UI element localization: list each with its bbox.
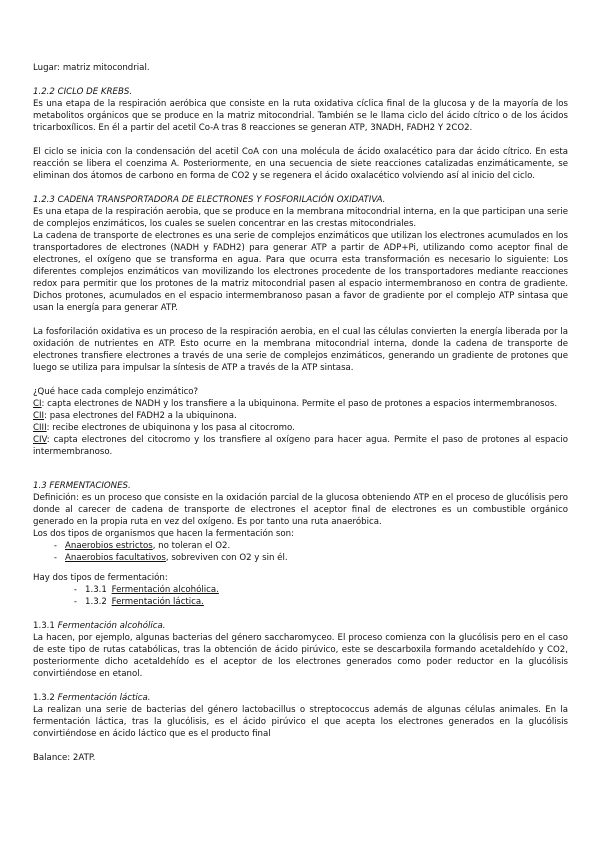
complejo-civ xyxy=(33,434,568,458)
list-item: - 1.3.2 Fermentación láctica. xyxy=(73,597,204,607)
list-item: - 1.3.1 Fermentación alcohólica. xyxy=(73,585,219,595)
type-link-alcoholica[interactable]: Fermentación alcohólica. xyxy=(111,585,219,595)
section-number: 1.3.2 xyxy=(33,693,55,703)
types-list xyxy=(33,584,568,608)
complejo-code: CIV xyxy=(33,435,47,445)
krebs-paragraph-1: Es una etapa de la respiración aeróbica que consiste en la ruta oxidativa cíclica final de la glucosa y de la mayoría de los metabolitos orgánicos que se produce en la matriz mitocondrial. También se le llama ciclo del ácido cítrico o de los ácidos tricarboxílicos. En él a partir del acetil Co-A tras 8 reacciones se generan ATP, 3NADH, FADH2 Y 2CO2. xyxy=(33,99,568,133)
organism-desc: , sobreviven con O2 y sin él. xyxy=(165,553,288,563)
types-intro: Hay dos tipos de fermentación: xyxy=(33,573,168,583)
cadena-paragraph-2: La cadena de transporte de electrones es una serie de complejos enzimáticos que utilizan los electrones acumulados en los transportadores de electrones (NADH y FADH2) para generar ATP a partir de ADP+Pi, utilizando como aceptor final de electrones, el oxígeno que se transforma en agua. Para que ocurra esta transformación es necesario lo siguiente: Los diferentes complejos enzimáticos van movilizando los electrones procedente de los transportadores mediante reacciones redox para permitir que los protones de la matriz mitocondrial pasen al espacio intermembranoso en contra de gradiente. Dichos protones, acumulados en el espacio intermembranoso pasan a favor de gradiente por el complejo ATP sintasa que usan la energía para generar ATP. xyxy=(33,231,568,313)
section-title: Fermentación láctica. xyxy=(57,693,151,703)
lactica-heading xyxy=(33,692,568,704)
complejo-text: : capta electrones del citocromo y los transfiere al oxígeno para hacer agua. Permite el paso de protones al espacio intermembranoso. xyxy=(33,435,568,457)
alcoholica-text: La hacen, por ejemplo, algunas bacterias del género saccharomyceo. El proceso comienza con la glucólisis pero en el caso de este tipo de rutas catabólicas, tras la obtención de ácido pirúvico, este se descarboxila formando acetaldehído y CO2, posteriormente dicho acetaldehído es el aceptor de los electrones generados como poder reductor en la glucólisis convirtiéndose en etanol. xyxy=(33,633,568,679)
section-number: 1.3.1 xyxy=(33,621,55,631)
complejo-code: CIII xyxy=(33,423,47,433)
organisms-list xyxy=(33,540,568,564)
list-item: - Anaerobios estrictos, no toleran el O2. xyxy=(53,541,231,551)
krebs-heading: 1.2.2 CICLO DE KREBS. xyxy=(33,87,133,97)
complejo-cii xyxy=(33,410,568,422)
alcoholica-heading xyxy=(33,620,568,632)
organism-name: Anaerobios facultativos xyxy=(65,553,166,563)
cadena-paragraph-3: La fosforilación oxidativa es un proceso de la respiración aerobia, en el cual las células convierten la energía liberada por la oxidación de nutrientes en ATP. Esto ocurre en la membrana mitocondrial interna, donde la cadena de transporte de electrones transfiere electrones a través de una serie de complejos enzimáticos, generando un gradiente de protones que luego se utiliza para impulsar la síntesis de ATP a través de la ATP sintasa. xyxy=(33,327,568,373)
complejos-question: ¿Qué hace cada complejo enzimático? xyxy=(33,387,199,397)
krebs-paragraph-2: El ciclo se inicia con la condensación del acetil CoA con una molécula de ácido oxalacético para dar ácido cítrico. En esta reacción se libera el coenzima A. Posteriormente, en una secuencia de siete reacciones catalizadas enzimáticamente, se eliminan dos átomos de carbono en forma de CO2 y se regenera el ácido oxalacético volviendo así al inicio del ciclo. xyxy=(33,147,568,181)
type-number: 1.3.2 xyxy=(85,597,107,607)
document-body xyxy=(33,62,568,764)
complejo-text: : pasa electrones del FADH2 a la ubiquinona. xyxy=(44,411,237,421)
organism-name: Anaerobios estrictos xyxy=(65,541,153,551)
list-item: - Anaerobios facultativos, sobreviven con O2 y sin él. xyxy=(53,553,288,563)
organism-desc: , no toleran el O2. xyxy=(152,541,231,551)
complejo-ciii xyxy=(33,422,568,434)
cadena-paragraph-1: Es una etapa de la respiración aerobia, que se produce en la membrana mitocondrial interna, en la que participan una serie de complejos enzimáticos, los cuales se suelen concentrar en las crestas mitocondriales. xyxy=(33,207,568,229)
lactica-text: La realizan una serie de bacterias del género lactobacillus o streptococcus además de algunas células animales. En la fermentación láctica, tras la glucólisis, es el ácido pirúvico el que acepta los electrones generados en la glucólisis convirtiéndose en ácido láctico que es el producto final xyxy=(33,705,568,739)
type-link-lactica[interactable]: Fermentación láctica. xyxy=(111,597,204,607)
complejo-code: CI xyxy=(33,399,42,409)
balance-text: Balance: 2ATP. xyxy=(33,753,96,763)
lugar-text: Lugar: matriz mitocondrial. xyxy=(33,63,150,73)
complejo-text: : recibe electrones de ubiquinona y los pasa al citocromo. xyxy=(46,423,295,433)
complejo-code: CII xyxy=(33,411,45,421)
complejo-ci xyxy=(33,398,568,410)
type-number: 1.3.1 xyxy=(85,585,107,595)
fermentaciones-definition: Definición: es un proceso que consiste en la oxidación parcial de la glucosa obteniendo ATP en el proceso de glucólisis pero donde al carecer de cadena de transporte de electrones el aceptor final de electrones es un combustible orgánico generado en la propia ruta en vez del oxígeno. Es por tanto una ruta anaeróbica. xyxy=(33,493,568,527)
section-title: Fermentación alcohólica. xyxy=(57,621,166,631)
fermentaciones-heading: 1.3 FERMENTACIONES. xyxy=(33,481,131,491)
complejo-text: : capta electrones de NADH y los transfiere a la ubiquinona. Permite el paso de protones a espacios intermembranosos. xyxy=(41,399,558,409)
cadena-heading: 1.2.3 CADENA TRANSPORTADORA DE ELECTRONES Y FOSFORILACIÓN OXIDATIVA. xyxy=(33,195,386,205)
organisms-intro: Los dos tipos de organismos que hacen la fermentación son: xyxy=(33,529,294,539)
